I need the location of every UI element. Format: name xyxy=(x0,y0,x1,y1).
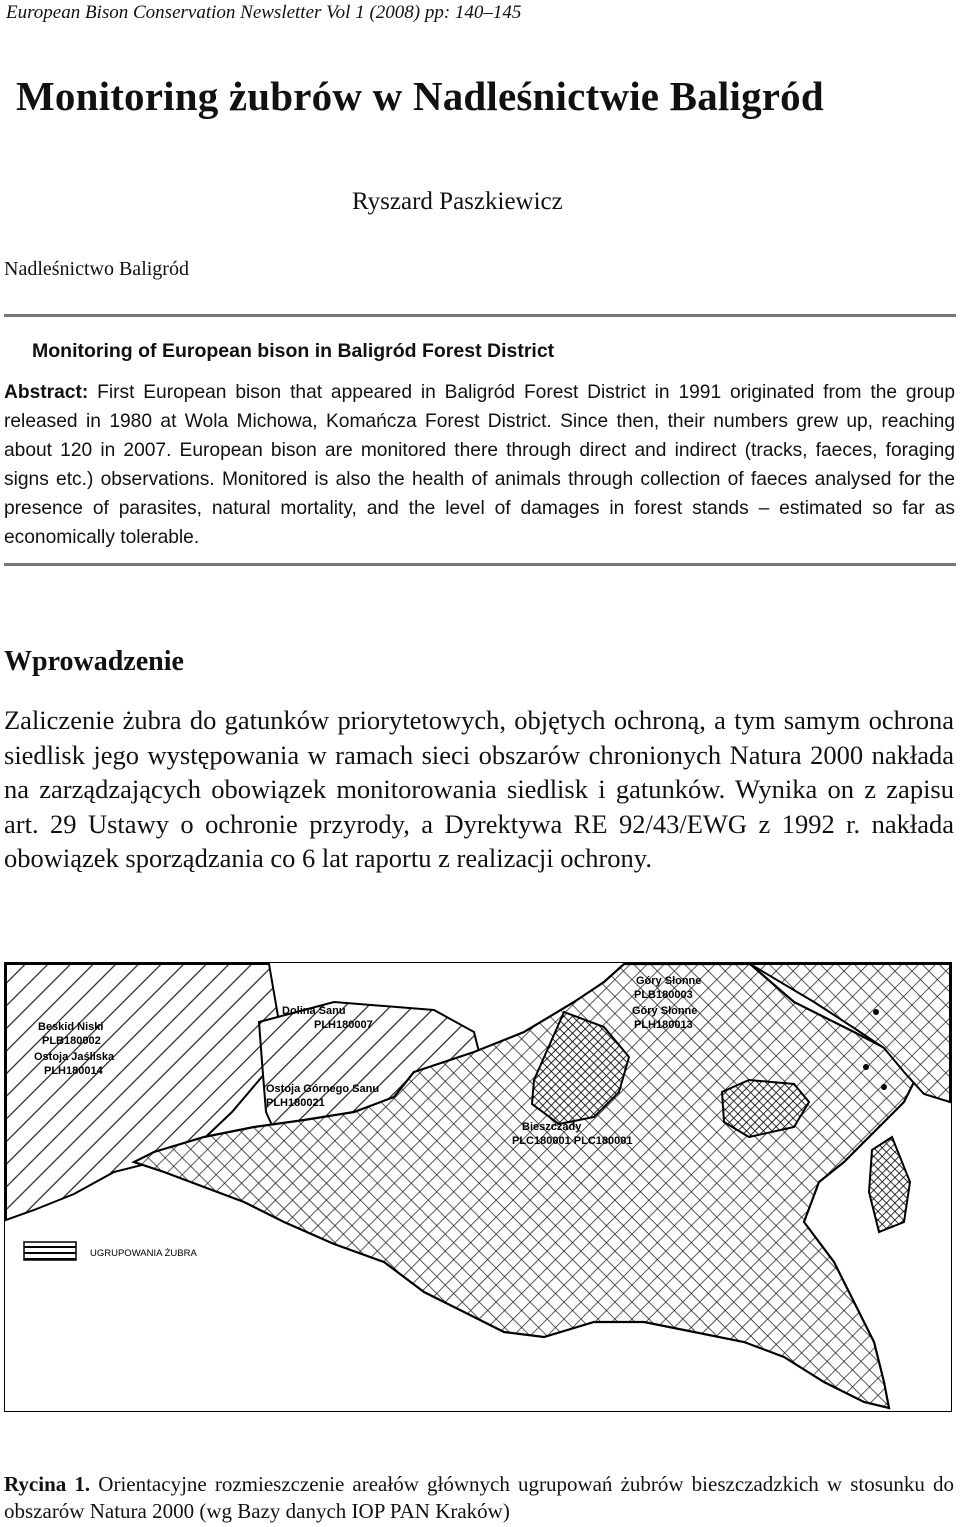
map-label: Góry Słonne xyxy=(632,1005,698,1017)
legend-swatch xyxy=(24,1242,76,1260)
author-name: Ryszard Paszkiewicz xyxy=(352,188,563,215)
map-label: Ostoja Górnego Sanu xyxy=(266,1083,380,1095)
intro-paragraph: Zaliczenie żubra do gatunków priorytetowych, objętych ochroną, a tym samym ochrona siedlisk jego występowania w ramach sieci obszarów chronionych Natura 2000 nakłada na zarządzających obowiązek monitorowania siedlisk i gatunków. Wynika on z zapisu art. 29 Ustawy o ochronie przyrody, a Dyrektywa RE 92/43/EWG z 1992 r. nakłada obowiązek sporządzania co 6 lat raportu z realizacji ochrony. xyxy=(4,705,954,873)
journal-header: European Bison Conservation Newsletter Vol 1 (2008) pp: 140–145 xyxy=(6,2,522,23)
section-heading: Wprowadzenie xyxy=(4,646,184,677)
map-label: Dolina Sanu xyxy=(282,1005,346,1017)
map-label: Bieszczady xyxy=(522,1121,582,1133)
abstract-bottom-rule xyxy=(4,563,956,566)
map-label: Ostoja Jaśliska xyxy=(34,1051,115,1063)
figure-caption xyxy=(4,1471,954,1525)
abstract-text: First European bison that appeared in Baligród Forest District in 1991 originated from the group released in 1980 at Wola Michowa, Komańcza Forest District. Since then, their numbers grew up, reaching about 120 in 2007. European bison are monitored there through direct and indirect (tracks, faeces, foraging signs etc.) observations. Monitored is also the health of animals through collection of faeces analysed for the presence of parasites, natural mortality, and the level of damages in forest stands – estimated so far as economically tolerable. xyxy=(4,382,955,548)
abstract xyxy=(4,378,955,552)
author-affiliation: Nadleśnictwo Baligród xyxy=(4,258,189,280)
map-label: Góry Słonne xyxy=(636,975,702,987)
article-title: Monitoring żubrów w Nadleśnictwie Baligród xyxy=(16,73,824,119)
legend-label: UGRUPOWANIA ŻUBRA xyxy=(90,1248,197,1259)
caption-label: Rycina 1. xyxy=(4,1472,91,1496)
map-island xyxy=(881,1084,887,1090)
map-island xyxy=(863,1064,869,1070)
map-label: PLH180007 xyxy=(314,1019,373,1031)
english-title: Monitoring of European bison in Baligród Forest District xyxy=(32,340,555,362)
map-label: PLH180014 xyxy=(44,1065,103,1077)
map-label: Beskid Niski xyxy=(38,1021,104,1033)
map-label: PLH180013 xyxy=(634,1019,693,1031)
natura-2000-map xyxy=(4,962,952,1412)
map-label: PLB180002 xyxy=(42,1035,101,1047)
abstract-label: Abstract: xyxy=(4,382,89,403)
map-label: PLB180003 xyxy=(634,989,693,1001)
map-label: PLH180021 xyxy=(266,1097,325,1109)
map-label: PLC180001 PLC180001 xyxy=(512,1135,633,1147)
caption-text: Orientacyjne rozmieszczenie areałów głównych ugrupowań żubrów bieszczadzkich w stosunku do obszarów Natura 2000 (wg Bazy danych IOP PAN Kraków) xyxy=(4,1472,955,1523)
abstract-top-rule xyxy=(4,314,956,317)
map-island xyxy=(873,1009,879,1015)
